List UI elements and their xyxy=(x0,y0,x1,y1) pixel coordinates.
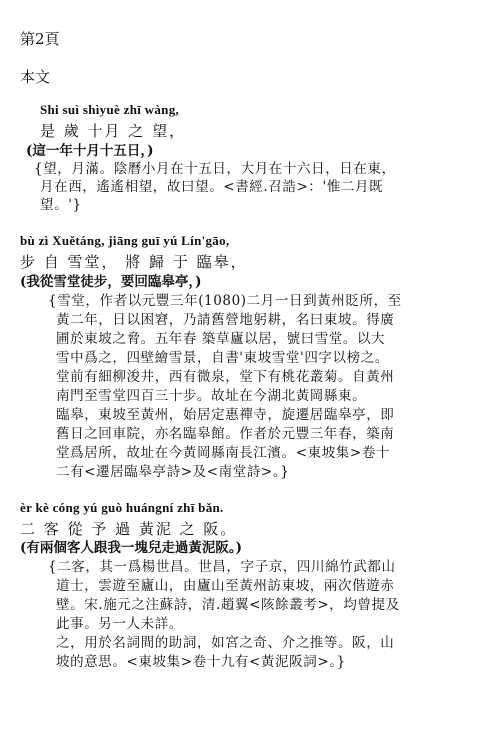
note-line: 此事。另一人未詳。 xyxy=(56,616,183,632)
chinese-text-line: 二 客 從 予 過 黃泥 之 阪。 xyxy=(20,520,238,538)
note-line: 堂前有細柳浚井，西有微泉，堂下有桃花叢菊。自黃州 xyxy=(56,369,395,385)
chinese-text-line: 步 自 雪堂， 將 歸 于 臨皋， xyxy=(20,253,248,271)
note-line: 雪中爲之，四壁繪雪景，自書'東坡雪堂'四字以榜之。 xyxy=(56,350,389,366)
pinyin-line: bù zì Xuětáng, jiāng guī yú Lín'gāo, xyxy=(20,233,230,248)
note-line: {雪堂，作者以元豐三年(1080)二月一日到黃州貶所，至 xyxy=(48,293,402,309)
note-line: 坡的意思。<東坡集>卷十九有<黃泥阪詞>。} xyxy=(56,654,346,670)
note-line: 望。'} xyxy=(40,197,82,213)
note-line: 堂爲居所，故址在今黃岡縣南長江濱。<東坡集>卷十 xyxy=(56,445,391,461)
note-line: 臨皋，東坡至黃州，始居定惠禪寺，旋遷居臨皋亭，即 xyxy=(56,407,395,423)
note-line: {二客，其一爲楊世昌。世昌，字子京，四川綿竹武都山 xyxy=(48,559,396,575)
note-line: 道士，雲遊至廬山，由廬山至黃州訪東坡，兩次偕遊赤 xyxy=(56,578,395,594)
note-line: 南門至雪堂四百三十步。故址在今湖北黃岡縣東。 xyxy=(56,388,367,404)
chinese-text-line: 是 歲 十月 之 望， xyxy=(40,122,187,140)
note-line: 舊日之回車院，亦名臨皋館。作者於元豐三年春，築南 xyxy=(56,426,395,442)
page-number-label: 第2頁 xyxy=(20,30,60,48)
translation-line: (有兩個客人跟我一塊兒走過黃泥阪。) xyxy=(20,540,243,556)
note-line: 二有<遷居臨皋亭詩>及<南堂詩>。} xyxy=(56,464,290,480)
section-title: 本文 xyxy=(20,68,51,86)
note-line: 之，用於名詞間的助詞，如宮之奇、介之推等。阪，山 xyxy=(56,635,395,651)
note-line: 壁。宋.施元之注蘇詩，清.趙翼<陔餘叢考>，均曾提及 xyxy=(56,597,400,613)
note-line: 月在西，遙遙相望，故曰望。<書經.召誥>：'惟二月既 xyxy=(40,179,384,195)
pinyin-line: èr kè cóng yú guò huángní zhī bǎn. xyxy=(20,500,224,515)
note-line: {望，月滿。陰曆小月在十五日，大月在十六日，日在東， xyxy=(34,161,396,177)
note-line: 圃於東坡之脅。五年春 築草廬以居，號曰雪堂。以大 xyxy=(56,331,386,347)
pinyin-line: Shi suì shìyuè zhī wàng, xyxy=(40,102,180,117)
translation-line: (我從雪堂徒步，要回臨皋亭，) xyxy=(20,274,202,290)
translation-line: (這一年十月十五日，) xyxy=(26,143,154,159)
note-line: 黃二年，日以困窘，乃請舊營地躬耕，名曰東坡。得廣 xyxy=(56,312,395,328)
